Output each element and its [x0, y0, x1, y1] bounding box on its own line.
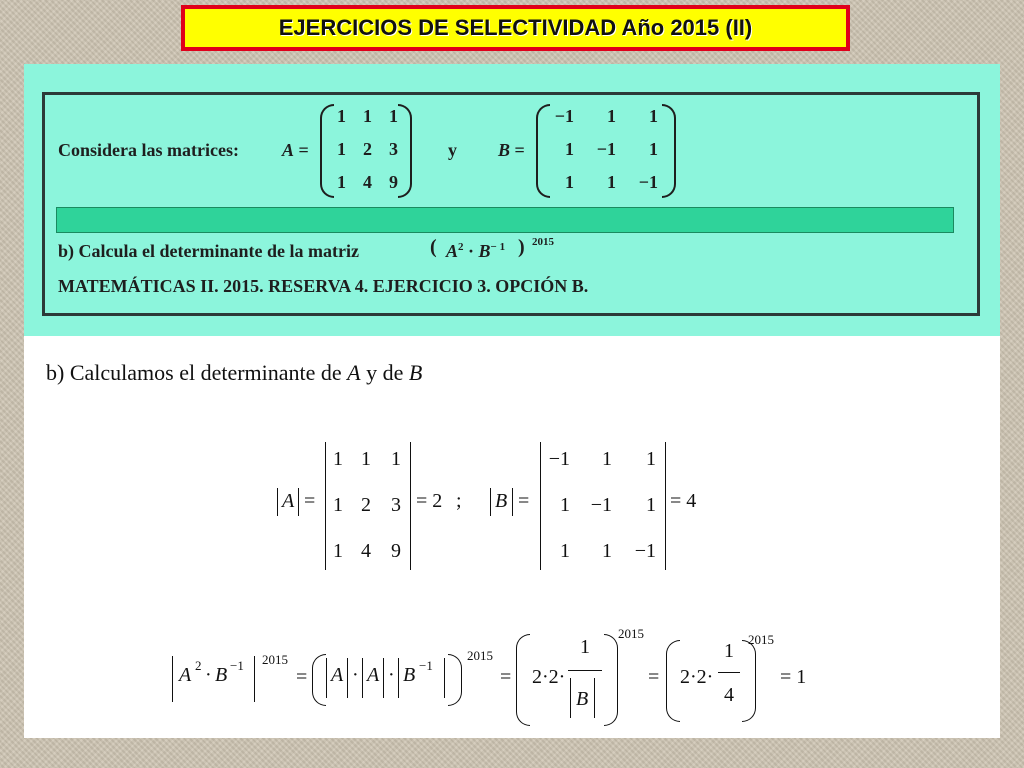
eq-equals-1: =: [296, 666, 308, 688]
part-b-exp2: 2: [458, 241, 464, 253]
eq-exp-m1: −1: [419, 658, 433, 673]
solution-intro-a: A: [347, 360, 361, 385]
final-result: = 1: [780, 666, 807, 688]
eq-term-a2: [179, 664, 191, 687]
det-a-cell: 9: [391, 540, 401, 562]
matrix-a-name: A: [282, 140, 295, 160]
matrix-a-cell: 1: [363, 106, 372, 126]
matrix-b-name: B: [498, 140, 511, 160]
det-a-cell: 2: [361, 494, 371, 516]
det-bar-right: [665, 442, 666, 570]
abs-bar: [362, 658, 363, 698]
title-banner: [181, 5, 850, 51]
det-b-cell: 1: [560, 540, 570, 562]
det-b-cell: 1: [602, 540, 612, 562]
eq-equals-2: =: [500, 666, 512, 688]
det-bar-right: [410, 442, 411, 570]
matrix-b-cell: 1: [649, 139, 658, 159]
eq-exp-m1: −1: [230, 658, 244, 673]
eq-power-3: 2015: [618, 626, 644, 641]
matrix-b-cell: 1: [649, 106, 658, 126]
matrix-b: [536, 104, 676, 198]
det-a-cell: 1: [361, 448, 371, 470]
eq-abs-a-1: [331, 664, 343, 687]
matrix-b-equals: =: [514, 140, 525, 160]
fraction-denominator-4: 4: [724, 684, 734, 706]
matrix-a-cell: 1: [389, 106, 398, 126]
open-paren: [666, 640, 680, 722]
consider-text: Considera las matrices:: [58, 140, 239, 160]
matrix-a-cell: 2: [363, 139, 372, 159]
det-separator: ;: [456, 490, 462, 512]
eq-dot: ·: [205, 664, 212, 686]
abs-bar: [444, 658, 445, 698]
matrix-b-cell: 1: [565, 172, 574, 192]
det-a-cell: 1: [333, 540, 343, 562]
open-paren: [312, 654, 326, 706]
matrix-b-cell: −1: [638, 172, 658, 192]
det-b-cell: 1: [646, 448, 656, 470]
right-paren: [398, 104, 412, 198]
det-a-cell: 1: [333, 448, 343, 470]
det-b-name: B: [495, 490, 508, 512]
page-title: EJERCICIOS DE SELECTIVIDAD Año 2015 (II): [278, 15, 753, 40]
eq-dot: ·: [388, 664, 395, 686]
part-b-close-paren: ): [518, 236, 525, 258]
abs-bar: [570, 678, 571, 718]
matrix-a-cell: 9: [389, 172, 398, 192]
det-a-label: [282, 490, 294, 513]
abs-bar: [277, 488, 278, 516]
det-b-cell: 1: [602, 448, 612, 470]
abs-bar: [398, 658, 399, 698]
matrix-b-label: [498, 140, 525, 161]
matrix-a-cell: 1: [337, 106, 346, 126]
det-a-cell: 1: [333, 494, 343, 516]
det-b-cell: −1: [548, 448, 570, 470]
close-paren: [742, 640, 756, 722]
close-paren: [604, 634, 618, 726]
det-b-cell: −1: [590, 494, 612, 516]
abs-bar: [347, 658, 348, 698]
eq-abs-a-2: [367, 664, 379, 687]
abs-bar: [490, 488, 491, 516]
eq-power-1: 2015: [262, 652, 288, 667]
fraction-line: [718, 672, 740, 673]
det-b-cell: −1: [634, 540, 656, 562]
det-b-result: = 4: [670, 490, 697, 512]
fraction-denominator: [576, 688, 588, 711]
matrix-b-cell: 1: [607, 106, 616, 126]
fraction-numerator: 1: [724, 640, 734, 662]
part-b-open-paren: (: [430, 236, 437, 258]
source-reference: MATEMÁTICAS II. 2015. RESERVA 4. EJERCICIO 3. OPCIÓN B.: [58, 276, 589, 296]
det-a-name: A: [282, 490, 295, 512]
abs-bar: [298, 488, 299, 516]
matrix-a-cell: 3: [389, 139, 398, 159]
fraction-numerator: 1: [580, 636, 590, 658]
matrix-b-cell: −1: [554, 106, 574, 126]
eq-a: A: [179, 664, 192, 686]
part-b-b: B: [478, 241, 491, 261]
solution-intro: [46, 360, 422, 386]
eq-power-2: 2015: [467, 648, 493, 663]
det-bar-left: [325, 442, 326, 570]
highlight-bar: [56, 207, 954, 233]
part-b-expm1: − 1: [490, 241, 506, 253]
abs-bar: [512, 488, 513, 516]
part-b-dot: ·: [468, 241, 475, 261]
matrix-a-cell: 1: [337, 172, 346, 192]
matrix-a-equals: =: [298, 140, 309, 160]
eq-abs-binv: [403, 664, 415, 687]
solution-intro-mid: y de: [366, 360, 404, 385]
open-paren: [516, 634, 530, 726]
eq-b: B: [403, 664, 416, 686]
fraction-line: [568, 670, 602, 671]
solution-intro-b: B: [408, 360, 423, 385]
part-b-text: b) Calcula el determinante de la matriz: [58, 241, 359, 261]
det-b-cell: 1: [646, 494, 656, 516]
matrix-a-cell: 1: [337, 139, 346, 159]
det-a-cell: 1: [391, 448, 401, 470]
det-b-cell: 1: [560, 494, 570, 516]
matrix-a-cell: 4: [363, 172, 372, 192]
and-text: y: [448, 140, 457, 160]
abs-bar: [594, 678, 595, 718]
eq-equals-3: =: [648, 666, 660, 688]
eq-two-two: 2·2·: [680, 666, 714, 688]
eq-power-4: 2015: [748, 632, 774, 647]
matrix-a-label: [282, 140, 309, 161]
part-b-a: A: [446, 241, 459, 261]
eq-b: B: [215, 664, 228, 686]
part-b-expression: [446, 241, 505, 262]
determinant-a: [325, 442, 411, 570]
slide-content: [24, 64, 1000, 738]
eq-exp-2: 2: [195, 658, 202, 673]
eq-a: A: [331, 664, 344, 686]
abs-bar: [383, 658, 384, 698]
close-paren: [448, 654, 462, 706]
det-a-cell: 3: [391, 494, 401, 516]
matrix-b-cell: −1: [596, 139, 616, 159]
fraction-b: B: [576, 688, 589, 710]
det-a-equals: =: [304, 490, 316, 512]
matrix-b-cell: 1: [565, 139, 574, 159]
part-b-power: 2015: [532, 236, 554, 248]
det-b-label: [495, 490, 507, 513]
determinant-b: [540, 442, 666, 570]
eq-term-b: [215, 664, 227, 687]
abs-bar: [172, 656, 173, 702]
solution-intro-prefix: b) Calculamos el determinante de: [46, 360, 342, 385]
eq-a: A: [367, 664, 380, 686]
matrix-a: [320, 104, 412, 198]
det-a-result: = 2: [416, 490, 443, 512]
eq-two-two: 2·2·: [532, 666, 566, 688]
matrix-b-cell: 1: [607, 172, 616, 192]
det-bar-left: [540, 442, 541, 570]
eq-dot: ·: [352, 664, 359, 686]
abs-bar: [254, 656, 255, 702]
det-b-equals: =: [518, 490, 530, 512]
abs-bar: [326, 658, 327, 698]
right-paren: [662, 104, 676, 198]
det-a-cell: 4: [361, 540, 371, 562]
